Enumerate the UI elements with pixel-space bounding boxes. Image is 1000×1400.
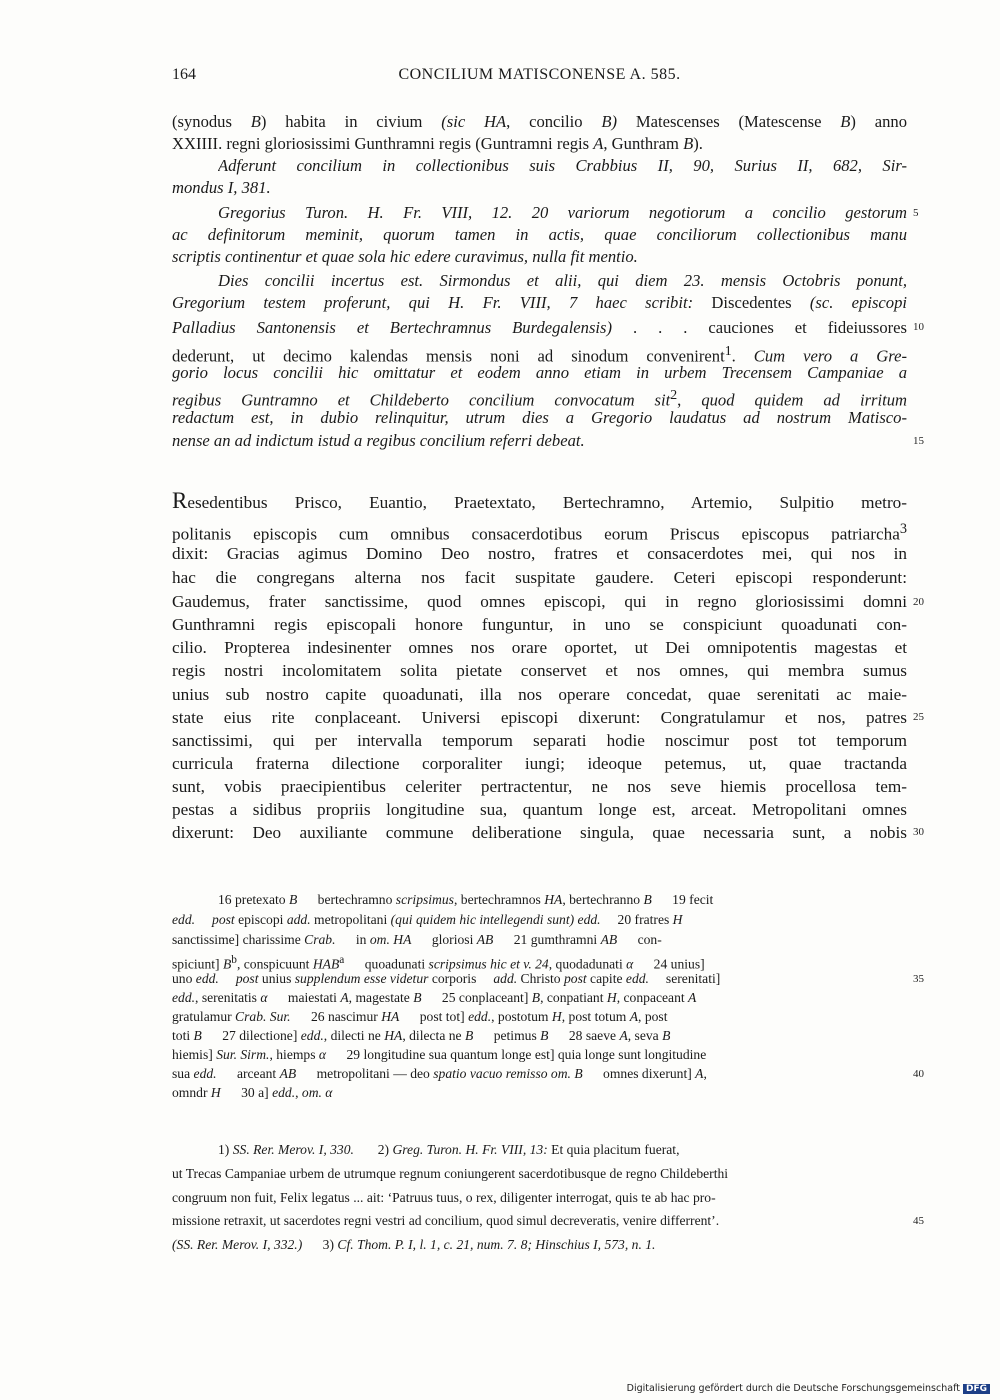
margin-line-number: 30 — [913, 826, 924, 838]
intro-line: Palladius Santonensis et Bertechramnus Burdegalensis) . . . cauciones et fideiussores — [172, 318, 907, 337]
main-line: Gunthramni regis episcopali honore funguntur, in uno se conspiciunt quoadunati con- — [172, 615, 907, 634]
apparatus-line: hiemis] Sur. Sirm., hiemps α 29 longitudine sua quantum longe est] quia longe sunt longitudine — [172, 1047, 707, 1062]
apparatus-line: spiciunt] $B^b$, conspicuunt HAB$^a$ quoadunati scripsimus hic et v. 24, quodadunati α 24 unius] — [172, 954, 705, 972]
footnote-line: (SS. Rer. Merov. I, 332.) 3) Cf. Thom. P. I, l. 1, c. 21, num. 7. 8; Hinschius I, 573, n. 1. — [172, 1237, 656, 1252]
main-line: Gaudemus, frater sanctissime, quod omnes episcopi, qui in regno gloriosissimi domni — [172, 592, 907, 611]
margin-line-number: 25 — [913, 711, 924, 723]
dfg-logo: DFG — [963, 1384, 990, 1394]
intro-line: Gregorius Turon. H. Fr. VIII, 12. 20 variorum negotiorum a concilio gestorum — [218, 203, 907, 222]
main-line: curricula fraterna dilectione corporaliter iungi; ideoque petemus, ut, quae tractanda — [172, 754, 907, 773]
main-line: dixerunt: Deo auxiliante commune deliberatione singula, quae necessaria sunt, a nobis — [172, 823, 907, 842]
margin-line-number: 5 — [913, 207, 919, 219]
digitization-credit — [627, 1383, 990, 1394]
main-line: Resedentibus Prisco, Euantio, Praetextato, Bertechramno, Artemio, Sulpitio metro- — [172, 490, 907, 513]
page-number: 164 — [172, 66, 196, 83]
intro-line: Adferunt concilium in collectionibus suis Crabbius II, 90, Surius II, 682, Sir- — [218, 156, 907, 175]
page-header — [172, 66, 907, 88]
intro-line: dederunt, ut decimo kalendas mensis noni ad sinodum convenirent$^1$. Cum vero a Gre- — [172, 343, 907, 366]
running-title: CONCILIUM MATISCONENSE A. 585. — [398, 66, 681, 83]
apparatus-line: edd., serenitatis α maiestati A, magestate B 25 conplaceant] B, conpatiant H, conpaceant A — [172, 990, 697, 1005]
intro-line: scriptis continentur et quae sola hic edere curavimus, nulla fit mentio. — [172, 247, 638, 266]
intro-line: Dies concilii incertus est. Sirmondus et alii, qui diem 23. mensis Octobris ponunt, — [218, 271, 907, 290]
main-line: sunt, vobis praecipientibus celeriter pertractentur, ne nos seve hiemis procellosa tem- — [172, 777, 907, 796]
footnote-line: ut Trecas Campaniae urbem de utrumque regnum coniungerent sacerdotibusque de regno Childeberthi — [172, 1166, 729, 1181]
footnote-line: missione retraxit, ut sacerdotes regni vestri ad concilium, quod simul decreveratis, venire differrent’. — [172, 1213, 720, 1228]
intro-line: XXIIII. regni gloriosissimi Gunthramni regis (Guntramni regis A, Gunthram B). — [172, 134, 703, 153]
intro-line: redactum est, in dubio relinquitur, utrum dies a Gregorio laudatus ad nostrum Matisco- — [172, 408, 907, 427]
main-line: hac die congregans alterna nos facit suspitate gaudere. Ceteri episcopi responderunt: — [172, 568, 907, 587]
main-line: cilio. Propterea indesinenter omnes nos orare oportet, ut Dei omnipotentis magestas et — [172, 638, 907, 657]
apparatus-line: omndr H 30 a] edd., om. α — [172, 1085, 333, 1100]
apparatus-line: uno edd. post unius supplendum esse videtur corporis add. Christo post capite edd. serenitati] — [172, 971, 721, 986]
main-line: pestas a sidibus propriis longitudine sua, quantum longe est, arceat. Metropolitani omnes — [172, 800, 907, 819]
main-line: dixit: Gracias agimus Domino Deo nostro, fratres et consacerdotes mei, qui nos in — [172, 544, 907, 563]
intro-line: (synodus B) habita in civium (sic HA, concilio B) Matescenses (Matescense B) anno — [172, 112, 907, 131]
main-line: unius sub nostro capite quoadunati, illa nos operare concedat, quae serenitati ac maie- — [172, 685, 907, 704]
margin-line-number: 45 — [913, 1215, 924, 1227]
intro-line: ac definitorum meminit, quorum tamen in actis, quae conciliorum collectionibus manu — [172, 225, 907, 244]
intro-line: mondus I, 381. — [172, 178, 271, 197]
margin-line-number: 40 — [913, 1068, 924, 1080]
intro-line: regibus Guntramno et Childeberto concilium convocatum sit$^2$, quod quidem ad irritum — [172, 387, 907, 410]
apparatus-line: 16 pretexato B bertechramno scripsimus, bertechramnos HA, bertechranno B 19 fecit — [218, 892, 714, 907]
footnote-line: 1) SS. Rer. Merov. I, 330. 2) Greg. Turon. H. Fr. VIII, 13: Et quia placitum fuerat, — [218, 1142, 680, 1157]
apparatus-line: edd. post episcopi add. metropolitani (qui quidem hic intellegendi sunt) edd. 20 fratres H — [172, 912, 683, 927]
margin-line-number: 20 — [913, 596, 924, 608]
apparatus-line: toti B 27 dilectione] edd., dilecti ne HA, dilecta ne B petimus B 28 saeve A, seva B — [172, 1028, 671, 1043]
credit-text: Digitalisierung gefördert durch die Deutsche Forschungsgemeinschaft — [626, 1383, 960, 1394]
margin-line-number: 35 — [913, 973, 924, 985]
main-line: sanctissimi, qui per intervalla temporum separati hodie noscimur post tot temporum — [172, 731, 907, 750]
apparatus-line: sanctissime] charissime Crab. in om. HA gloriosi AB 21 gumthramni AB con- — [172, 932, 662, 947]
intro-line: nense an ad indictum istud a regibus concilium referri debeat. — [172, 431, 585, 450]
main-line: politanis episcopis cum omnibus consacerdotibus eorum Priscus episcopus patriarcha$^3$ — [172, 521, 907, 544]
intro-line: Gregorium testem proferunt, qui H. Fr. VIII, 7 haec scribit: Discedentes (sc. episcopi — [172, 293, 907, 312]
margin-line-number: 15 — [913, 435, 924, 447]
apparatus-line: gratulamur Crab. Sur. 26 nascimur HA post tot] edd., postotum H, post totum A, post — [172, 1009, 668, 1024]
margin-line-number: 10 — [913, 321, 924, 333]
main-line: regis nostri incolomitatem solita pietate conservet et nos omnes, qui membra sumus — [172, 661, 907, 680]
footnote-line: congruum non fuit, Felix legatus ... ait: ‘Patruus tuus, o rex, diligenter interrogat, quis te ab hac pro- — [172, 1190, 716, 1205]
apparatus-line: sua edd. arceant AB metropolitani — deo spatio vacuo remisso om. B omnes dixerunt] A, — [172, 1066, 707, 1081]
main-line: state eius rite conplaceant. Universi episcopi dixerunt: Congratulamur et nos, patres — [172, 708, 907, 727]
intro-line: gorio locus concilii hic omittatur et eodem anno etiam in urbem Trecensem Campaniae a — [172, 363, 907, 382]
